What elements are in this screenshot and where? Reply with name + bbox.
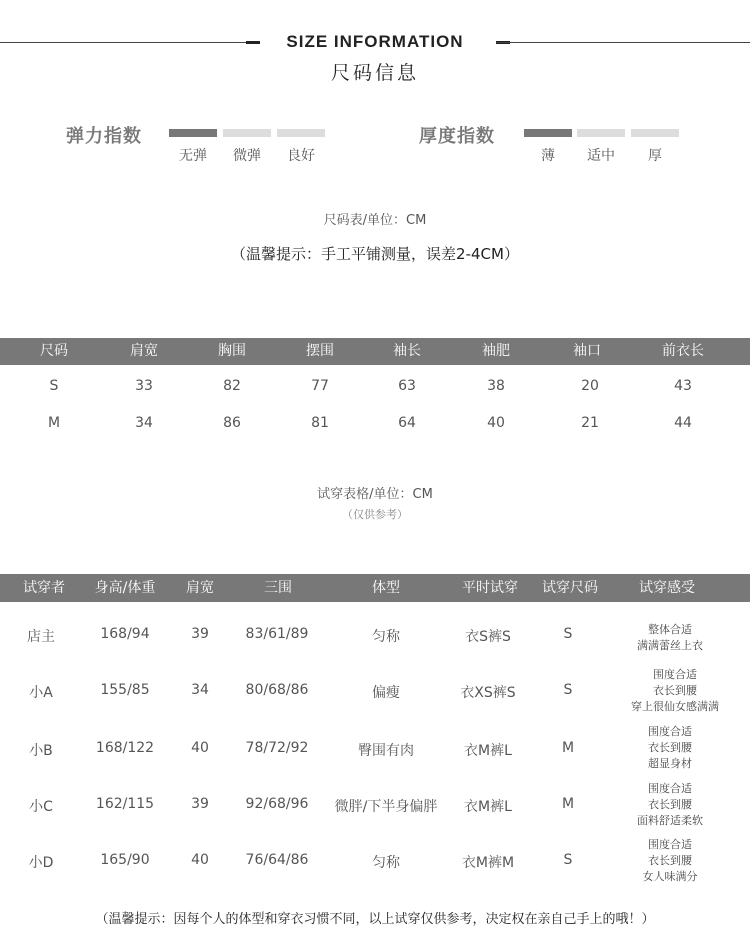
- size-col-header: 肩宽: [130, 343, 158, 359]
- fitting-cell: 83/61/89: [245, 626, 309, 642]
- size-cell: 38: [487, 378, 505, 394]
- measurement-tip: （温馨提示：手工平铺测量，误差2-4CM）: [231, 245, 519, 263]
- fitting-feel: [615, 622, 725, 654]
- fitting-note: （仅供参考）: [342, 508, 408, 521]
- feel-line: 围度合适: [648, 725, 692, 738]
- fitting-cell: 165/90: [100, 852, 150, 868]
- feel-line: 面料舒适柔软: [637, 814, 703, 827]
- size-col-header: 尺码: [40, 343, 68, 359]
- thickness-bar-3: [631, 129, 679, 137]
- fitting-feel: [615, 837, 725, 885]
- elasticity-level-3: 良好: [287, 148, 315, 164]
- feel-line: 围度合适: [653, 668, 697, 681]
- elasticity-level-2: 微弹: [233, 148, 261, 164]
- fitting-cell: 78/72/92: [245, 740, 309, 756]
- fitting-col-header: 试穿者: [23, 580, 65, 596]
- size-cell: S: [49, 378, 59, 394]
- fitting-cell: 匀称: [372, 629, 400, 645]
- fitting-cell: 40: [191, 740, 209, 756]
- fitting-feel: [615, 667, 735, 715]
- size-cell: 20: [581, 378, 599, 394]
- fitting-cell: 92/68/96: [245, 796, 309, 812]
- fitting-cell: 店主: [27, 629, 55, 645]
- elasticity-bar-1: [169, 129, 217, 137]
- fitting-col-header: 体型: [372, 580, 400, 596]
- size-table-header: [0, 338, 750, 365]
- size-col-header: 袖口: [573, 343, 601, 359]
- thickness-label: 厚度指数: [419, 126, 495, 147]
- feel-line: 女人味满分: [642, 870, 698, 883]
- fitting-cell: 衣XS裤S: [460, 685, 516, 701]
- fitting-cell: 小C: [29, 799, 53, 815]
- fitting-cell: 臀围有肉: [358, 743, 414, 759]
- feel-line: 整体合适: [648, 623, 692, 636]
- fitting-cell: 微胖/下半身偏胖: [334, 799, 438, 815]
- elasticity-bar-3: [277, 129, 325, 137]
- fitting-cell: S: [563, 626, 573, 642]
- fitting-caption: 试穿表格/单位：CM: [317, 487, 433, 502]
- size-cell: 21: [581, 415, 599, 431]
- fitting-cell: 34: [191, 682, 209, 698]
- size-col-header: 袖肥: [482, 343, 510, 359]
- size-col-header: 胸围: [218, 343, 246, 359]
- fitting-cell: 168/94: [100, 626, 150, 642]
- feel-line: 衣长到腰: [648, 741, 692, 754]
- feel-line: 衣长到腰: [648, 854, 692, 867]
- fitting-cell: 168/122: [95, 740, 155, 756]
- size-cell: 43: [674, 378, 692, 394]
- fitting-cell: 80/68/86: [245, 682, 309, 698]
- fitting-col-header: 肩宽: [186, 580, 214, 596]
- size-cell: 86: [223, 415, 241, 431]
- feel-line: 满满蕾丝上衣: [637, 639, 703, 652]
- size-cell: 81: [311, 415, 329, 431]
- fitting-cell: 匀称: [372, 855, 400, 871]
- size-col-header: 摆围: [306, 343, 334, 359]
- fitting-cell: 偏瘦: [372, 685, 400, 701]
- fitting-cell: 小B: [29, 743, 53, 759]
- fitting-col-header: 平时试穿: [462, 580, 518, 596]
- size-cell: M: [47, 415, 61, 431]
- footer-note: （温馨提示：因每个人的体型和穿衣习惯不同，以上试穿仅供参考，决定权在亲自己手上的哦！）: [95, 912, 655, 927]
- thickness-bar-2: [577, 129, 625, 137]
- fitting-feel: [615, 724, 725, 772]
- fitting-cell: 155/85: [100, 682, 150, 698]
- thickness-level-3: 厚: [648, 148, 662, 164]
- fitting-cell: 衣M裤L: [464, 799, 512, 815]
- fitting-cell: 衣S裤S: [465, 629, 511, 645]
- size-cell: 40: [487, 415, 505, 431]
- fitting-cell: 39: [191, 796, 209, 812]
- title-english: SIZE INFORMATION: [286, 32, 464, 51]
- fitting-cell: M: [561, 740, 575, 756]
- size-cell: 34: [135, 415, 153, 431]
- fitting-feel: [615, 781, 725, 829]
- size-cell: 44: [674, 415, 692, 431]
- size-cell: 33: [135, 378, 153, 394]
- size-col-header: 袖长: [393, 343, 421, 359]
- feel-line: 围度合适: [648, 782, 692, 795]
- elasticity-bar-2: [223, 129, 271, 137]
- thickness-level-1: 薄: [541, 148, 555, 164]
- elasticity-level-1: 无弹: [179, 148, 207, 164]
- thickness-level-2: 适中: [587, 148, 615, 164]
- title-chinese: 尺码信息: [330, 62, 419, 84]
- feel-line: 穿上很仙女感满满: [631, 700, 719, 713]
- fitting-col-header: 试穿感受: [639, 580, 695, 596]
- size-cell: 64: [398, 415, 416, 431]
- fitting-cell: S: [563, 852, 573, 868]
- fitting-table-header: [0, 574, 750, 602]
- fitting-col-header: 试穿尺码: [542, 580, 598, 596]
- fitting-cell: 小A: [29, 685, 53, 701]
- fitting-cell: 小D: [28, 855, 54, 871]
- fitting-cell: M: [561, 796, 575, 812]
- size-col-header: 前衣长: [662, 343, 704, 359]
- fitting-cell: 衣M裤M: [461, 855, 515, 871]
- fitting-cell: S: [563, 682, 573, 698]
- size-cell: 82: [223, 378, 241, 394]
- fitting-cell: 衣M裤L: [464, 743, 512, 759]
- feel-line: 衣长到腰: [653, 684, 697, 697]
- feel-line: 围度合适: [648, 838, 692, 851]
- fitting-cell: 40: [191, 852, 209, 868]
- feel-line: 衣长到腰: [648, 798, 692, 811]
- fitting-col-header: 身高/体重: [94, 580, 156, 596]
- fitting-col-header: 三围: [264, 580, 292, 596]
- size-cell: 63: [398, 378, 416, 394]
- elasticity-label: 弹力指数: [66, 126, 142, 147]
- size-chart-caption: 尺码表/单位：CM: [323, 213, 427, 228]
- feel-line: 超显身材: [648, 757, 692, 770]
- size-cell: 77: [311, 378, 329, 394]
- fitting-cell: 162/115: [95, 796, 155, 812]
- thickness-bar-1: [524, 129, 572, 137]
- fitting-cell: 76/64/86: [245, 852, 309, 868]
- header-line-right: [496, 42, 750, 43]
- fitting-cell: 39: [191, 626, 209, 642]
